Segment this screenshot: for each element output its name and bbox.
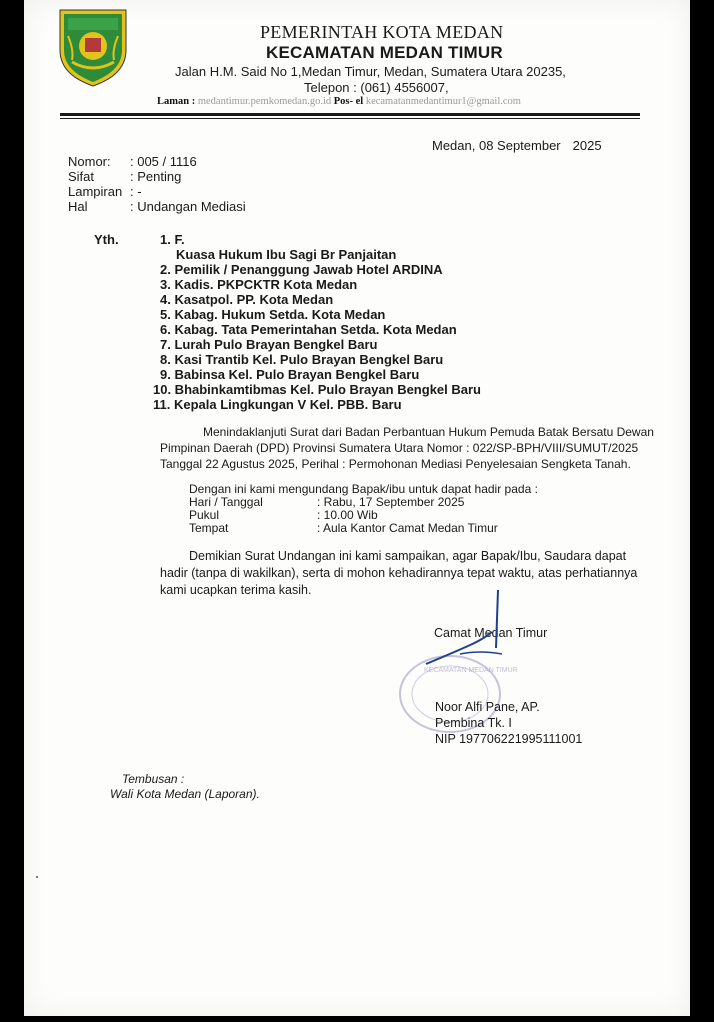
- recipient-item: 6. Kabag. Tata Pemerintahan Setda. Kota Medan: [160, 322, 457, 337]
- closing-line: hadir (tanpa di wakilkan), serta di mohon kehadirannya tepat waktu, atas perhatiannya: [160, 566, 638, 580]
- meta-nomor: [68, 154, 197, 169]
- recipient-item: 8. Kasi Trantib Kel. Pulo Brayan Bengkel Baru: [160, 352, 444, 367]
- tembusan-item: Wali Kota Medan (Laporan).: [110, 787, 260, 801]
- recipient-item: Kuasa Hukum Ibu Sagi Br Panjaitan: [176, 247, 397, 262]
- meta-value: : Undangan Mediasi: [130, 199, 246, 214]
- schedule-value: : Aula Kantor Camat Medan Timur: [317, 521, 498, 535]
- signatory-nip: NIP 197706221995111001: [435, 732, 583, 746]
- web-value: medantimur.pemkomedan.go.id: [197, 96, 332, 107]
- meta-lampiran: [68, 184, 142, 199]
- meta-label: Lampiran: [68, 184, 123, 199]
- tembusan-label: Tembusan :: [122, 772, 185, 786]
- intro-line: Menindaklanjuti Surat dari Badan Perbantuan Hukum Pemuda Batak Bersatu Dewan: [203, 425, 654, 439]
- meta-value: : 005 / 1116: [130, 154, 197, 169]
- schedule-key: Pukul: [189, 508, 220, 522]
- header-rule-thick: [60, 113, 640, 116]
- schedule-row: [189, 521, 498, 535]
- schedule-row: [189, 508, 378, 522]
- schedule-key: Hari / Tanggal: [189, 495, 263, 509]
- intro-line: Pimpinan Daerah (DPD) Provinsi Sumatera Utara Nomor : 022/SP-BPH/VIII/SUMUT/2025: [160, 441, 639, 455]
- meta-label: Hal: [68, 199, 88, 214]
- meta-label: Sifat: [68, 169, 95, 184]
- recipient-item: 3. Kadis. PKPCKTR Kota Medan: [160, 277, 358, 292]
- schedule-key: Tempat: [189, 521, 229, 535]
- kota-medan-logo: [54, 6, 132, 88]
- recipient-item: 10. Bhabinkamtibmas Kel. Pulo Brayan Bengkel Baru: [153, 382, 481, 397]
- meta-value: : Penting: [130, 169, 182, 184]
- header-web-email: [157, 96, 521, 107]
- signatory-name: Noor Alfi Pane, AP.: [435, 700, 540, 714]
- invite-line: Dengan ini kami mengundang Bapak/ibu untuk dapat hadir pada :: [189, 482, 538, 496]
- recipient-item: 7. Lurah Pulo Brayan Bengkel Baru: [160, 337, 378, 352]
- web-label: Laman :: [157, 96, 196, 107]
- recipient-item: 5. Kabag. Hukum Setda. Kota Medan: [160, 307, 386, 322]
- signatory-rank: Pembina Tk. I: [435, 716, 512, 730]
- recipient-item: 2. Pemilik / Penanggung Jawab Hotel ARDINA: [160, 262, 443, 277]
- schedule-value: : Rabu, 17 September 2025: [317, 495, 465, 509]
- recipient-item: 11. Kepala Lingkungan V Kel. PBB. Baru: [153, 397, 402, 412]
- meta-label: Nomor:: [68, 154, 111, 169]
- recipient-item: 1. F.: [160, 232, 185, 247]
- schedule-value: : 10.00 Wib: [317, 508, 378, 522]
- signatory-title: Camat Medan Timur: [434, 626, 548, 640]
- header-rule-thin: [60, 118, 640, 119]
- meta-sifat: [68, 169, 181, 184]
- meta-value: : -: [130, 184, 142, 199]
- intro-line: Tanggal 22 Agustus 2025, Perihal : Permohonan Mediasi Penyelesaian Sengketa Tanah.: [160, 457, 631, 471]
- stamp-text: KECAMATAN MEDAN TIMUR: [424, 667, 518, 674]
- signature-mark: [420, 588, 510, 668]
- email-label: Pos- el: [333, 96, 364, 107]
- header-phone: Telepon : (061) 4556007,: [304, 80, 449, 95]
- schedule-row: [189, 495, 464, 509]
- recipient-salutation: Yth.: [94, 232, 119, 247]
- header-government: PEMERINTAH KOTA MEDAN: [260, 22, 504, 42]
- scan-speck: [36, 876, 38, 878]
- meta-hal: [68, 199, 246, 214]
- closing-line: kami ucapkan terima kasih.: [160, 583, 312, 597]
- letter-date-year: 2025: [572, 138, 602, 153]
- email-value: kecamatanmedantimur1@gmail.com: [365, 96, 521, 107]
- closing-line: Demikian Surat Undangan ini kami sampaikan, agar Bapak/Ibu, Saudara dapat: [189, 549, 627, 563]
- header-address: Jalan H.M. Said No 1,Medan Timur, Medan, Sumatera Utara 20235,: [175, 64, 566, 79]
- recipient-item: 9. Babinsa Kel. Pulo Brayan Bengkel Baru: [160, 367, 420, 382]
- header-district: KECAMATAN MEDAN TIMUR: [266, 43, 503, 62]
- letter-date-text: Medan, 08 September: [432, 138, 561, 153]
- recipient-item: 4. Kasatpol. PP. Kota Medan: [160, 292, 334, 307]
- letter-date: [432, 138, 602, 153]
